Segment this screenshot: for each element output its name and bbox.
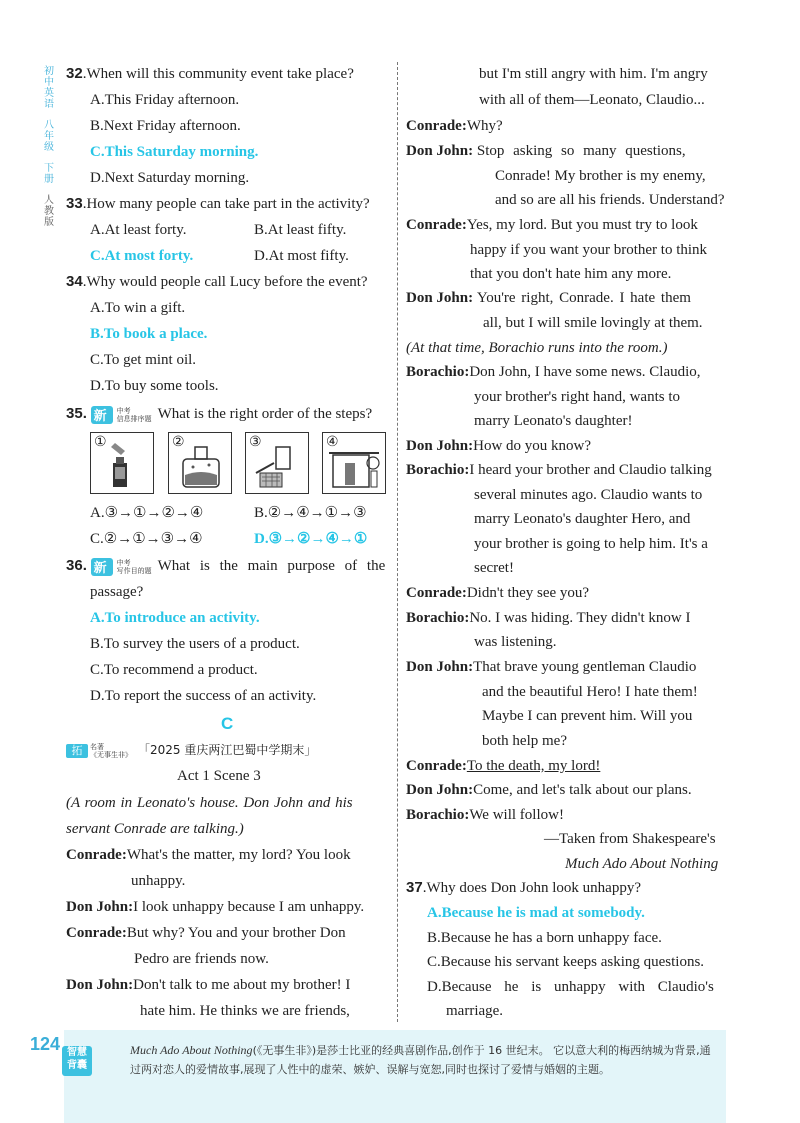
option: A.At least forty. xyxy=(90,222,187,238)
question-type-tag: 中考 信息排序题 xyxy=(116,406,152,423)
dialogue-line: Borachio:I heard your brother and Claudio talking xyxy=(406,462,712,478)
dialogue-line: Borachio:Don John, I have some news. Claudio, xyxy=(406,364,701,380)
option: D.To report the success of an activity. xyxy=(90,688,317,704)
question-34 xyxy=(66,272,368,292)
speaker: Borachio: xyxy=(406,364,470,380)
footer-note-text: Much Ado About Nothing(《无事生非》)是莎士比亚的经典喜剧作品,创作于 16 世纪末。 它以意大利的梅西纳城为背景,通过两对恋人的爱情故事,展现了人性中的虚荣、嫉妒、误解与宽恕,同时也探讨了爱情与婚姻的主题。 xyxy=(130,1043,711,1076)
question-number: 34 xyxy=(66,273,83,290)
option: A.To win a gift. xyxy=(90,300,186,316)
sidebar-char: 版 xyxy=(44,217,54,228)
option: D.Because he is unhappy with Claudio's xyxy=(427,979,714,995)
section-source: 拓 名著 《无事生非》 「2025 重庆两江巴蜀中学期末」 xyxy=(66,740,316,760)
option-answer: C.At most forty. xyxy=(90,248,194,264)
speaker: Don John: xyxy=(406,438,474,454)
dialogue-cont: your brother is going to help him. It's a xyxy=(474,536,708,552)
sidebar-char: 教 xyxy=(44,206,54,217)
option-cont: marriage. xyxy=(446,1003,504,1019)
wisdom-badge-icon: 智慧 背囊 xyxy=(62,1046,92,1076)
dialogue-cont: and the beautiful Hero! I hate them! xyxy=(482,684,698,700)
footer-note-box xyxy=(64,1030,726,1123)
sidebar-char: 八 xyxy=(44,120,54,131)
dialogue-line: Conrade:What's the matter, my lord? You look xyxy=(66,847,351,863)
sidebar-char: 中 xyxy=(44,77,54,88)
question-text: .Why would people call Lucy before the event? xyxy=(82,274,368,290)
stage-direction: (A room in Leonato's house. Don John and his xyxy=(66,795,353,811)
new-badge-icon: 新 xyxy=(91,406,113,424)
dialogue-line: Don John: You're right, Conrade. I hate them xyxy=(406,290,691,306)
speaker: Conrade: xyxy=(66,925,127,941)
question-32 xyxy=(66,64,354,84)
sidebar-char: 下 xyxy=(44,163,54,174)
option: C.To recommend a product. xyxy=(90,662,258,678)
act-scene: Act 1 Scene 3 xyxy=(177,768,261,784)
dialogue-line: Don John:That brave young gentleman Claudio xyxy=(406,659,697,675)
dialogue-line: Don John:Don't talk to me about my brother! I xyxy=(66,977,351,993)
option: C.Because his servant keeps asking questions. xyxy=(427,954,705,970)
jar-icon xyxy=(169,433,231,493)
question-35: 35. 新 中考 信息排序题 What is the right order of the steps? xyxy=(66,405,373,424)
steps-illustration xyxy=(90,432,386,494)
bottle-icon xyxy=(91,433,153,493)
dialogue-line: Don John:I look unhappy because I am unhappy. xyxy=(66,899,365,915)
option: B.To survey the users of a product. xyxy=(90,636,300,652)
question-37 xyxy=(406,878,641,898)
question-text-cont: passage? xyxy=(90,584,144,600)
dialogue-cont: marry Leonato's daughter! xyxy=(474,413,633,429)
sidebar-char: 语 xyxy=(44,99,54,110)
sidebar-char: 初 xyxy=(44,66,54,77)
speaker: Conrade: xyxy=(406,118,467,134)
dialogue-line: Borachio:We will follow! xyxy=(406,807,564,823)
sidebar-char: 册 xyxy=(44,174,54,185)
question-number: 37 xyxy=(406,879,423,896)
question-number: 36 xyxy=(66,557,83,574)
speaker: Borachio: xyxy=(406,807,470,823)
question-number: 35 xyxy=(66,405,83,422)
sidebar-char: 英 xyxy=(44,88,54,99)
sidebar-char: 人 xyxy=(44,195,54,206)
dialogue-line: Don John:How do you know? xyxy=(406,438,592,454)
dialogue-cont: both help me? xyxy=(482,733,567,749)
option: A.③→①→②→④ xyxy=(90,505,204,521)
option: D.At most fifty. xyxy=(254,248,349,264)
dialogue-line: Conrade:But why? You and your brother Don xyxy=(66,925,346,941)
dialogue-cont: secret! xyxy=(474,560,514,576)
option: A.This Friday afternoon. xyxy=(90,92,240,108)
dialogue-cont: marry Leonato's daughter Hero, and xyxy=(474,511,691,527)
speaker: Borachio: xyxy=(406,462,470,478)
stage-direction: (At that time, Borachio runs into the room.) xyxy=(406,340,668,356)
speaker: Borachio: xyxy=(406,610,470,626)
source-credit: —Taken from Shakespeare's xyxy=(544,831,716,847)
question-text: What is the main purpose of the xyxy=(157,558,386,574)
question-text: .Why does Don John look unhappy? xyxy=(422,880,641,896)
sidebar-char: 级 xyxy=(44,142,54,153)
dialogue-line: Don John:Come, and let's talk about our plans. xyxy=(406,782,692,798)
option: B.②→④→①→③ xyxy=(254,505,367,521)
question-number: 33 xyxy=(66,195,83,212)
dialogue-cont: Conrade! My brother is my enemy, xyxy=(495,168,706,184)
option-answer: C.This Saturday morning. xyxy=(90,144,259,160)
option: D.Next Saturday morning. xyxy=(90,170,250,186)
dialogue-cont: Pedro are friends now. xyxy=(134,951,269,967)
speaker: Conrade: xyxy=(406,758,467,774)
option: B.Next Friday afternoon. xyxy=(90,118,241,134)
dialogue-cont: unhappy. xyxy=(131,873,186,889)
sidebar-char: 年 xyxy=(44,131,54,142)
dialogue-line: Borachio:No. I was hiding. They didn't know I xyxy=(406,610,691,626)
step-4-image: ④ xyxy=(322,432,386,494)
speaker: Don John: xyxy=(66,977,134,993)
option-answer: A.To introduce an activity. xyxy=(90,610,260,626)
question-text: .When will this community event take place? xyxy=(82,66,354,82)
option: D.To buy some tools. xyxy=(90,378,219,394)
dialogue-cont: but I'm still angry with him. I'm angry xyxy=(479,66,708,82)
dialogue-line: Conrade:Didn't they see you? xyxy=(406,585,590,601)
option-answer: B.To book a place. xyxy=(90,326,208,342)
speaker: Conrade: xyxy=(406,585,467,601)
dialogue-line: Conrade:Yes, my lord. But you must try to look xyxy=(406,217,698,233)
new-badge-icon: 新 xyxy=(91,558,113,576)
speaker: Don John: xyxy=(406,782,474,798)
speaker: Don John: xyxy=(406,659,474,675)
question-type-tag: 中考 写作目的题 xyxy=(116,558,152,575)
section-label: C xyxy=(221,714,234,733)
option: B.At least fifty. xyxy=(254,222,347,238)
extension-badge-icon: 拓 xyxy=(66,744,88,758)
option-answer: D.③→②→④→① xyxy=(254,531,368,547)
dialogue-cont: Maybe I can prevent him. Will you xyxy=(482,708,693,724)
sidebar-book-info xyxy=(41,66,57,228)
dialogue-cont: your brother's right hand, wants to xyxy=(474,389,681,405)
page-number: 124 xyxy=(30,1034,61,1054)
dialogue-cont: all, but I will smile lovingly at them. xyxy=(483,315,703,331)
stage-direction: servant Conrade are talking.) xyxy=(66,821,244,837)
dialogue-cont: hate him. He thinks we are friends, xyxy=(140,1003,350,1019)
dialogue-cont: that you don't hate him any more. xyxy=(470,266,672,282)
speaker: Don John: xyxy=(406,143,474,159)
speaker: Conrade: xyxy=(66,847,127,863)
question-text: What is the right order of the steps? xyxy=(157,406,373,422)
extension-tag: 名著 《无事生非》 xyxy=(90,743,132,760)
question-36: 36. 新 中考 写作目的题 What is the main purpose of the xyxy=(66,557,386,576)
option: C.②→①→③→④ xyxy=(90,531,203,547)
question-number: 32 xyxy=(66,65,83,82)
step-3-image: ③ xyxy=(245,432,309,494)
speaker: Don John: xyxy=(406,290,474,306)
speaker: Don John: xyxy=(66,899,134,915)
column-divider xyxy=(397,62,398,1022)
dialogue-cont: was listening. xyxy=(474,634,557,650)
option-answer: A.Because he is mad at somebody. xyxy=(427,905,645,921)
dialogue-cont: several minutes ago. Claudio wants to xyxy=(474,487,703,503)
speaker: Conrade: xyxy=(406,217,467,233)
option: C.To get mint oil. xyxy=(90,352,197,368)
dialogue-cont: happy if you want your brother to think xyxy=(470,242,708,258)
dialogue-line: Conrade:Why? xyxy=(406,118,503,134)
question-text: .How many people can take part in the activity? xyxy=(82,196,370,212)
source-title: Much Ado About Nothing xyxy=(565,856,719,872)
option: B.Because he has a born unhappy face. xyxy=(427,930,662,946)
dialogue-cont: with all of them—Leonato, Claudio... xyxy=(479,92,705,108)
step-1-image: ① xyxy=(90,432,154,494)
tools-icon xyxy=(246,433,308,493)
cabinet-icon xyxy=(323,433,385,493)
dialogue-line: Conrade:To the death, my lord! xyxy=(406,758,601,774)
question-33 xyxy=(66,194,370,214)
dialogue-line: Don John: Stop asking so many questions, xyxy=(406,143,686,159)
step-2-image: ② xyxy=(168,432,232,494)
dialogue-cont: and so are all his friends. Understand? xyxy=(495,192,725,208)
